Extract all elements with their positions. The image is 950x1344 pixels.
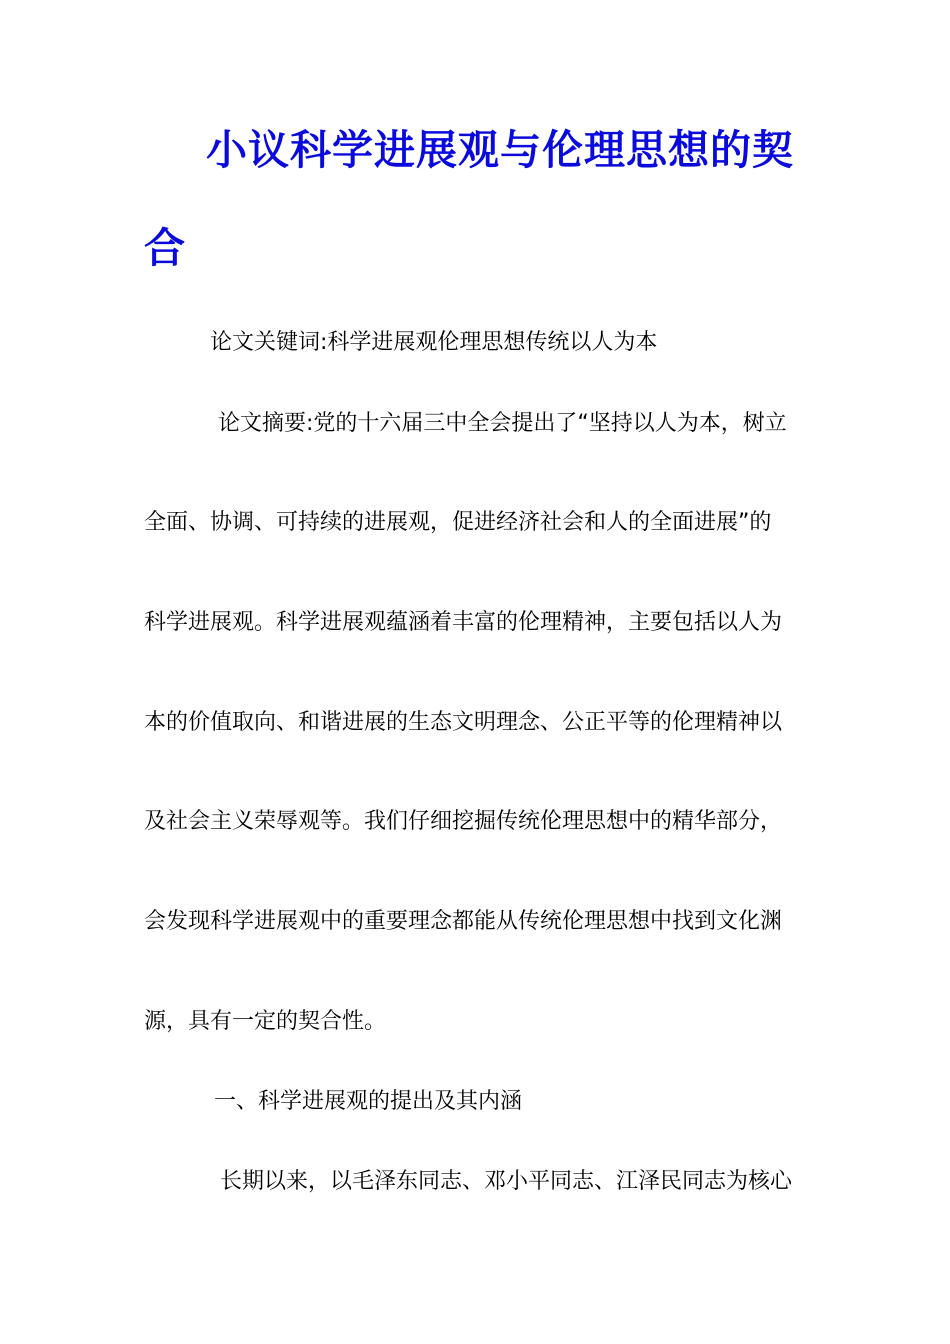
abstract-line-7: 源，具有一定的契合性。 bbox=[144, 1009, 387, 1034]
abstract-line-3: 科学进展观。科学进展观蕴涵着丰富的伦理精神，主要包括以人为 bbox=[144, 610, 783, 635]
abstract-line-4: 本的价值取向、和谐进展的生态文明理念、公正平等的伦理精神以 bbox=[144, 710, 783, 735]
section-heading: 一、科学进展观的提出及其内涵 bbox=[214, 1089, 523, 1114]
keywords-line: 论文关键词:科学进展观伦理思想传统以人为本 bbox=[210, 330, 658, 355]
document-title-line-1: 小议科学进展观与伦理思想的契 bbox=[206, 126, 794, 174]
section-body-line-1: 长期以来，以毛泽东同志、邓小平同志、江泽民同志为核心 bbox=[220, 1169, 793, 1194]
abstract-line-1: 论文摘要:党的十六届三中全会提出了“坚持以人为本，树立 bbox=[218, 411, 787, 436]
abstract-line-6: 会发现科学进展观中的重要理念都能从传统伦理思想中找到文化渊 bbox=[144, 909, 783, 934]
abstract-line-5: 及社会主义荣辱观等。我们仔细挖掘传统伦理思想中的精华部分， bbox=[144, 809, 783, 834]
document-title-line-2: 合 bbox=[144, 224, 186, 272]
abstract-line-2: 全面、协调、可持续的进展观，促进经济社会和人的全面进展”的 bbox=[144, 510, 772, 535]
